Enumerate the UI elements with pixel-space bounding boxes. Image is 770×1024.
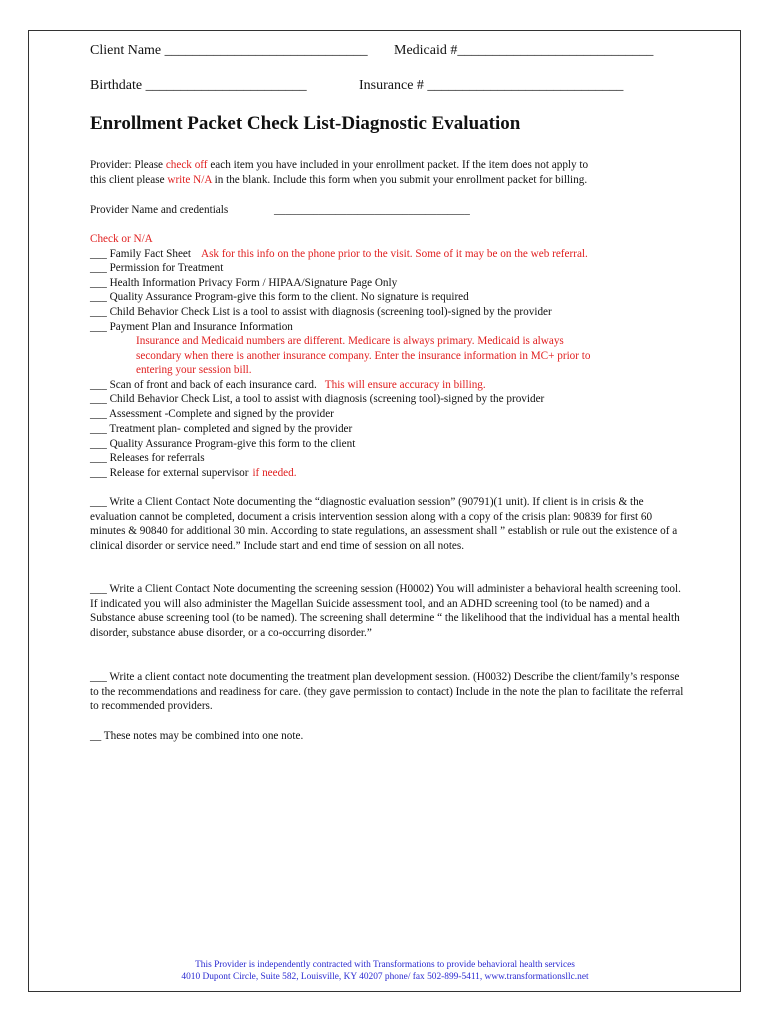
checklist-item-hipaa[interactable]: ___ Health Information Privacy Form / HIPAA/Signature Page Only <box>90 277 398 289</box>
note-diagnostic-evaluation[interactable]: ___ Write a Client Contact Note documenting the “diagnostic evaluation session” (90791)(1 unit). If client is in crisis & the evaluation cannot be completed, document a crisis intervention session along with a copy of the crisis plan: 90839 for first 60 minutes & 90840 for additional 30 min. According to state regulations, an assessment shall ” establish or rule out the existence of a clinical disorder or service need.” Include start and end time of session on all notes. <box>90 496 678 552</box>
provider-name-blank[interactable]: ___________________________________ <box>274 204 470 216</box>
checklist-item-assessment[interactable]: ___ Assessment -Complete and signed by the provider <box>90 408 334 420</box>
checklist-item-releases[interactable]: ___ Releases for referrals <box>90 452 205 464</box>
intro-text: this client please <box>90 174 168 186</box>
checklist-item-child-behavior[interactable]: ___ Child Behavior Check List is a tool to assist with diagnosis (screening tool)-signed by the provider <box>90 306 552 318</box>
checklist-item-quality-assurance[interactable]: ___ Quality Assurance Program-give this form to the client. No signature is required <box>90 291 469 303</box>
item-note: This will ensure accuracy in billing. <box>324 379 486 391</box>
item-label: ___ Family Fact Sheet <box>90 248 191 260</box>
client-name-field[interactable]: Client Name _____________________________ <box>90 43 368 58</box>
intro-line-1 <box>90 158 588 173</box>
page-title: Enrollment Packet Check List-Diagnostic Evaluation <box>90 113 521 134</box>
checklist-item-permission[interactable]: ___ Permission for Treatment <box>90 262 224 274</box>
checklist-item-quality-assurance-2[interactable]: ___ Quality Assurance Program-give this form to the client <box>90 438 356 450</box>
birthdate-field[interactable]: Birthdate _______________________ <box>90 78 307 93</box>
payment-note-line-3: entering your session bill. <box>136 364 252 376</box>
note-treatment-plan[interactable]: ___ Write a client contact note documenting the treatment plan development session. (H0032) Describe the client/family’s response to the recommendations and readiness for care. (they gave permission to contact) Include in the note the plan to facilitate the referral to recommended providers. <box>90 671 684 713</box>
checklist-item-external-supervisor[interactable] <box>90 466 297 481</box>
footer-line-1: This Provider is independently contracted with Transformations to provide behavioral health services <box>195 960 575 970</box>
checklist-item-payment-plan[interactable]: ___ Payment Plan and Insurance Information <box>90 321 293 333</box>
checklist-item-treatment-plan[interactable]: ___ Treatment plan- completed and signed by the provider <box>90 423 353 435</box>
provider-name-label: Provider Name and credentials <box>90 204 229 216</box>
item-label: ___ Scan of front and back of each insurance card. <box>90 379 317 391</box>
intro-text: each item you have included in your enrollment packet. If the item does not apply to <box>207 159 589 171</box>
checklist-item-insurance-card[interactable] <box>90 378 486 393</box>
note-combined[interactable]: __ These notes may be combined into one note. <box>90 730 304 742</box>
note-screening-session[interactable]: ___ Write a Client Contact Note documenting the screening session (H0002) You will administer a behavioral health screening tool. If indicated you will also administer the Magellan Suicide assessment tool, and an ADHD screening tool (to be named) and a Substance abuse screening tool (to be named). The screening shall determine “ the likelihood that the individual has a mental health disorder, substance abuse disorder, or a co-occurring disorder.” <box>90 583 681 639</box>
check-header: Check or N/A <box>90 233 153 245</box>
item-label: ___ Release for external supervisor <box>90 467 249 479</box>
item-note: if needed. <box>252 467 297 479</box>
insurance-field[interactable]: Insurance # ____________________________ <box>359 78 624 93</box>
checklist-item-child-behavior-2[interactable]: ___ Child Behavior Check List, a tool to assist with diagnosis (screening tool)-signed by the provider <box>90 393 545 405</box>
intro-text: in the blank. Include this form when you submit your enrollment packet for billing. <box>211 174 588 186</box>
intro-line-2 <box>90 173 587 188</box>
checklist-item-family-fact-sheet[interactable] <box>90 247 588 262</box>
payment-note-line-2: secondary when there is another insurance company. Enter the insurance information in MC+ prior to <box>136 350 591 362</box>
check-off-text: check off <box>165 159 208 171</box>
payment-note-line-1: Insurance and Medicaid numbers are different. Medicare is always primary. Medicaid is always <box>136 335 564 347</box>
footer-line-2: 4010 Dupont Circle, Suite 582, Louisville, KY 40207 phone/ fax 502-899-5411, www.transformationsllc.net <box>181 972 589 982</box>
medicaid-field[interactable]: Medicaid #____________________________ <box>394 43 654 58</box>
item-note: Ask for this info on the phone prior to the visit. Some of it may be on the web referral. <box>201 248 588 260</box>
write-na-text: write N/A <box>167 174 212 186</box>
intro-text: Provider: Please <box>90 159 166 171</box>
